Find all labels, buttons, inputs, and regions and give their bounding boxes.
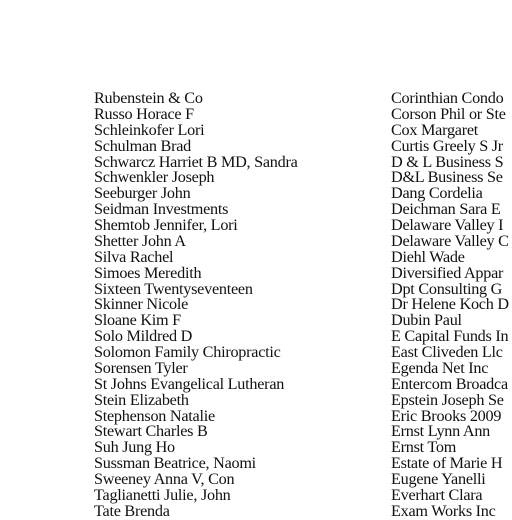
list-item: Solomon Family Chiropractic [94,343,281,361]
list-item: Cox Margaret [391,120,479,139]
list-item: Corson Phil or Ste [391,104,506,123]
list-item: Ernst Tom [391,438,457,457]
list-item: Stein Elizabeth [94,390,189,409]
list-item: Delaware Valley I [391,216,504,234]
list-item: E Capital Funds In [391,327,509,346]
list-item: Rubenstein & Co [94,89,203,107]
list-item: Eric Brooks 2009 [391,406,502,425]
list-item: Entercom Broadca [391,374,508,393]
list-item: Schwenkler Joseph [94,168,215,187]
list-item: Seeburger John [94,184,191,203]
list-item: East Cliveden Llc [391,343,503,361]
list-item: Diversified Appar [391,263,504,282]
list-item: Everhart Clara [391,485,483,504]
list-item: Dubin Paul [391,311,462,330]
list-item: Curtis Greely S Jr [391,136,503,155]
list-item: Simoes Meredith [94,263,202,282]
list-item: Estate of Marie H [391,454,503,473]
left-name-column [94,91,298,520]
list-item: Exam Works Inc [391,501,496,520]
list-item: Sloane Kim F [94,311,181,330]
list-item: Schwarcz Harriet B MD, Sandra [94,152,298,171]
list-item: Ernst Lynn Ann [391,422,491,441]
list-item: Shemtob Jennifer, Lori [94,216,238,234]
list-item: Solo Mildred D [94,327,193,346]
list-item: Suh Jung Ho [94,438,175,457]
list-item: Shetter John A [94,231,186,250]
list-item: Taglianetti Julie, John [94,485,231,504]
list-item: Delaware Valley C [391,231,509,250]
list-item: Stewart Charles B [94,422,208,441]
list-item: Silva Rachel [94,247,174,266]
list-item: St Johns Evangelical Lutheran [94,374,285,393]
right-name-column [391,91,509,520]
list-item: Eugene Yanelli [391,470,486,488]
list-item: Stephenson Natalie [94,406,215,425]
list-item: Deichman Sara E [391,200,501,219]
list-item: Russo Horace F [94,104,194,123]
list-item: D&L Business Se [391,168,503,187]
list-item: D & L Business S [391,152,504,171]
list-item: Diehl Wade [391,247,465,266]
list-item: Dr Helene Koch D [391,295,509,314]
list-item: Sixteen Twentyseventeen [94,279,253,298]
list-item: Corinthian Condo [391,89,504,107]
list-item: Dang Cordelia [391,184,483,203]
list-item: Sweeney Anna V, Con [94,470,235,488]
list-item: Sorensen Tyler [94,358,188,377]
list-item: Seidman Investments [94,200,229,219]
list-item: Schleinkofer Lori [94,120,205,139]
list-item: Schulman Brad [94,136,192,155]
list-item: Dpt Consulting G [391,279,503,298]
list-item: Sussman Beatrice, Naomi [94,454,256,473]
list-item: Epstein Joseph Se [391,390,504,409]
list-item: Tate Brenda [94,501,170,520]
list-item: Skinner Nicole [94,295,189,314]
list-item: Egenda Net Inc [391,358,489,377]
